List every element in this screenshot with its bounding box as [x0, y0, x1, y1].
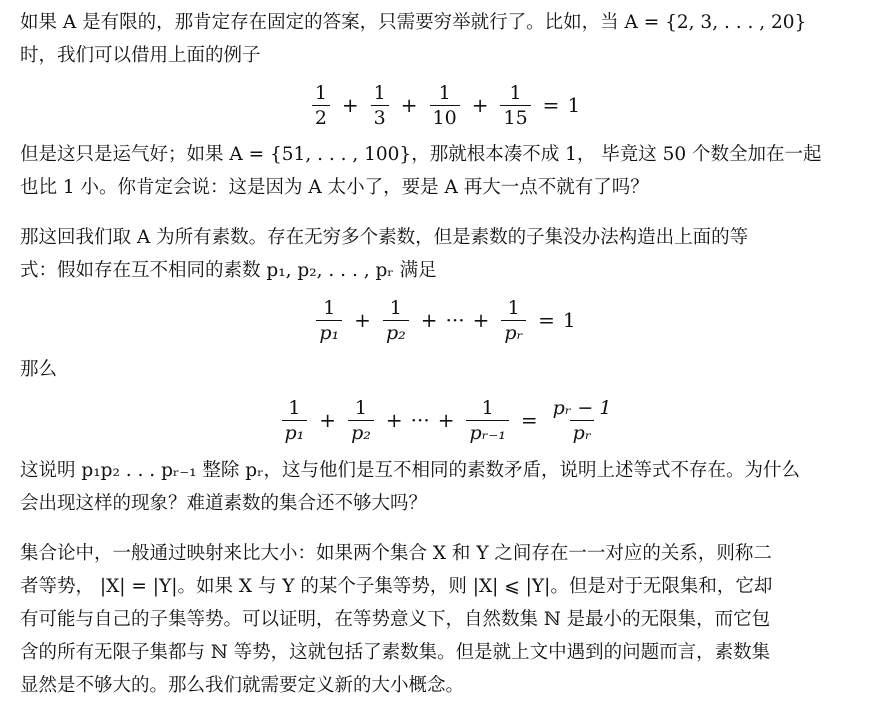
equation-rhs: 1: [562, 308, 576, 332]
fraction: $\frac{1}{\text{p₂}}$: [383, 296, 409, 345]
plus-sign: +: [385, 408, 403, 432]
equation-prime-reciprocals: [20, 287, 876, 353]
fraction: $\frac{1}{\text{p₁}}$: [316, 296, 342, 345]
plus-sign: +: [472, 308, 490, 332]
text-line: 如果 A 是有限的，那肯定存在固定的答案，只需要穷举就行了。比如，当 A = {2, 3, . . . , 20}: [20, 12, 807, 33]
plus-sign: +: [437, 408, 455, 432]
text-line: 时，我们可以借用上面的例子: [20, 45, 261, 66]
plus-sign: +: [354, 308, 371, 332]
fraction-rhs: $\frac{\text{pᵣ − 1}}{\text{pᵣ}}$: [552, 396, 612, 444]
plus-sign: +: [420, 308, 438, 332]
fraction: $\frac{1}{10}$: [430, 81, 460, 130]
equals-sign: =: [538, 308, 555, 332]
equation-derived: [20, 386, 876, 454]
paragraph-then: [20, 353, 876, 386]
text-line: 也比 1 小。你肯定会说：这是因为 A 太小了，要是 A 再大一点不就有了吗？: [20, 177, 649, 198]
ellipsis: ···: [445, 308, 465, 332]
text-line: 会出现这样的现象？难道素数的集合还不够大吗？: [20, 493, 428, 514]
text-line: 那么: [20, 359, 58, 380]
text-line: 显然是不够大的。那么我们就需要定义新的大小概念。: [20, 675, 465, 696]
fraction: $\frac{1}{\text{pᵣ₋₁}}$: [466, 396, 508, 445]
fraction: $\frac{1}{15}$: [500, 81, 530, 130]
fraction: $\frac{1}{\text{p₂}}$: [348, 396, 374, 445]
paragraph-primes: [20, 221, 876, 287]
paragraph-lucky: [20, 138, 876, 204]
plus-sign: +: [319, 408, 337, 432]
text-line: 集合论中，一般通过映射来比大小：如果两个集合 X 和 Y 之间存在一一对应的关系，则称二: [20, 543, 772, 564]
text-line: 含的所有无限子集都与 ℕ 等势，这就包括了素数集。但是就上文中遇到的问题而言，素数集: [20, 642, 771, 663]
plus-sign: +: [400, 93, 418, 117]
paragraph-set-theory: [20, 537, 876, 702]
fraction: $\frac{1}{\text{p₁}}$: [282, 396, 308, 445]
equation-rhs: 1: [567, 93, 581, 117]
fraction: $\frac{1}{\text{pᵣ}}$: [501, 296, 526, 345]
text-line: 但是这只是运气好；如果 A = {51, . . . , 100}，那就根本凑不成 1， 毕竟这 50 个数全加在一起: [20, 144, 822, 165]
fraction: $\frac{1}{2}$: [312, 81, 330, 130]
ellipsis: ···: [410, 408, 430, 432]
paragraph-finite-set: [20, 6, 876, 72]
text-line: 这说明 p₁p₂ . . . pᵣ₋₁ 整除 pᵣ，这与他们是互不相同的素数矛盾，说明上述等式不存在。为什么: [20, 460, 801, 481]
text-line: 者等势， |X| = |Y|。如果 X 与 Y 的某个子集等势，则 |X| ⩽ |Y|。但是对于无限集和，它却: [20, 576, 773, 597]
equation-unit-fractions: [20, 72, 876, 138]
equals-sign: =: [520, 408, 538, 432]
paragraph-contradiction: [20, 454, 876, 520]
equals-sign: =: [542, 93, 560, 117]
text-line: 那这回我们取 A 为所有素数。存在无穷多个素数，但是素数的子集没办法构造出上面的等: [20, 227, 749, 248]
plus-sign: +: [471, 93, 489, 117]
text-line: 有可能与自己的子集等势。可以证明，在等势意义下，自然数集 ℕ 是最小的无限集，而它包: [20, 609, 771, 630]
text-line: 式：假如存在互不相同的素数 p₁, p₂, . . . , pᵣ 满足: [20, 260, 437, 281]
document-body: [20, 6, 876, 702]
fraction: $\frac{1}{3}$: [371, 81, 389, 130]
plus-sign: +: [341, 93, 359, 117]
